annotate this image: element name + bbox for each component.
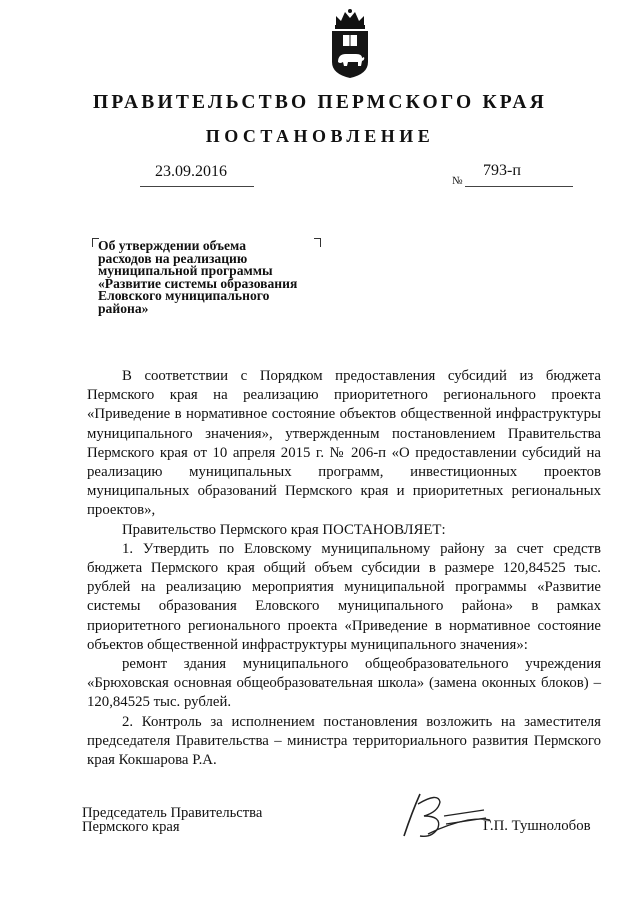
body-paragraph: 2. Контроль за исполнением постановления возложить на заместителя председателя Правительства – министра территориального развития Пермского края Кокшарова Р.А. [87, 713, 601, 769]
document-subject [98, 240, 338, 316]
subject-line: Еловского муниципального [98, 288, 270, 304]
signatory-title-line: Пермского края [82, 819, 180, 835]
body-paragraph: В соответствии с Порядком предоставления субсидий из бюджета Пермского края на реализацию приоритетного регионального проекта «Приведение в нормативное состояние объектов общественной инфраструктуры муниципального значения», утвержденным постановлением Правительства Пермского края от 10 апреля 2015 г. № 206-п «О предоставлении субсидий на реализацию муниципальных программ, инвестиционных проектов муниципальных образований Пермского края и приоритетных региональных проектов», [87, 368, 601, 519]
subject-line: Об утверждении объема [98, 238, 247, 253]
document-date: 23.09.2016 [155, 163, 227, 180]
number-sign: № [452, 175, 463, 187]
government-title: ПРАВИТЕЛЬСТВО ПЕРМСКОГО КРАЯ [93, 92, 547, 113]
signatory-title [82, 806, 262, 834]
subject-line: расходов на реализацию [98, 250, 248, 266]
number-underline [465, 186, 573, 187]
subject-line: «Развитие системы образования [98, 275, 298, 291]
subject-line: муниципальной программы [98, 263, 273, 279]
body-paragraph: Правительство Пермского края ПОСТАНОВЛЯЕТ: [122, 521, 446, 538]
document-body [87, 367, 601, 770]
signatory-title-line: Председатель Правительства [82, 805, 263, 821]
document-number: 793-п [483, 162, 521, 179]
date-underline [140, 186, 254, 187]
body-paragraph: 1. Утвердить по Еловскому муниципальному району за счет средств бюджета Пермского края общий объем субсидии в размере 120,84525 тыс. рублей на реализацию мероприятия муниципальной программы «Развитие системы образования Еловского муниципального района» в рамках приоритетного регионального проекта «Приведение в нормативное состояние объектов общественной инфраструктуры муниципального значения»: [87, 540, 601, 653]
body-paragraph: ремонт здания муниципального общеобразовательного учреждения «Брюховская основная общеобразовательная школа» (замена оконных блоков) – 120,84525 тыс. рублей. [87, 656, 601, 711]
coat-of-arms-icon [326, 8, 374, 80]
document-type: ПОСТАНОВЛЕНИЕ [205, 126, 435, 146]
subject-line: района» [98, 300, 149, 316]
handwritten-signature-icon [398, 790, 493, 842]
signatory-name: Г.П. Тушнолобов [483, 818, 591, 834]
